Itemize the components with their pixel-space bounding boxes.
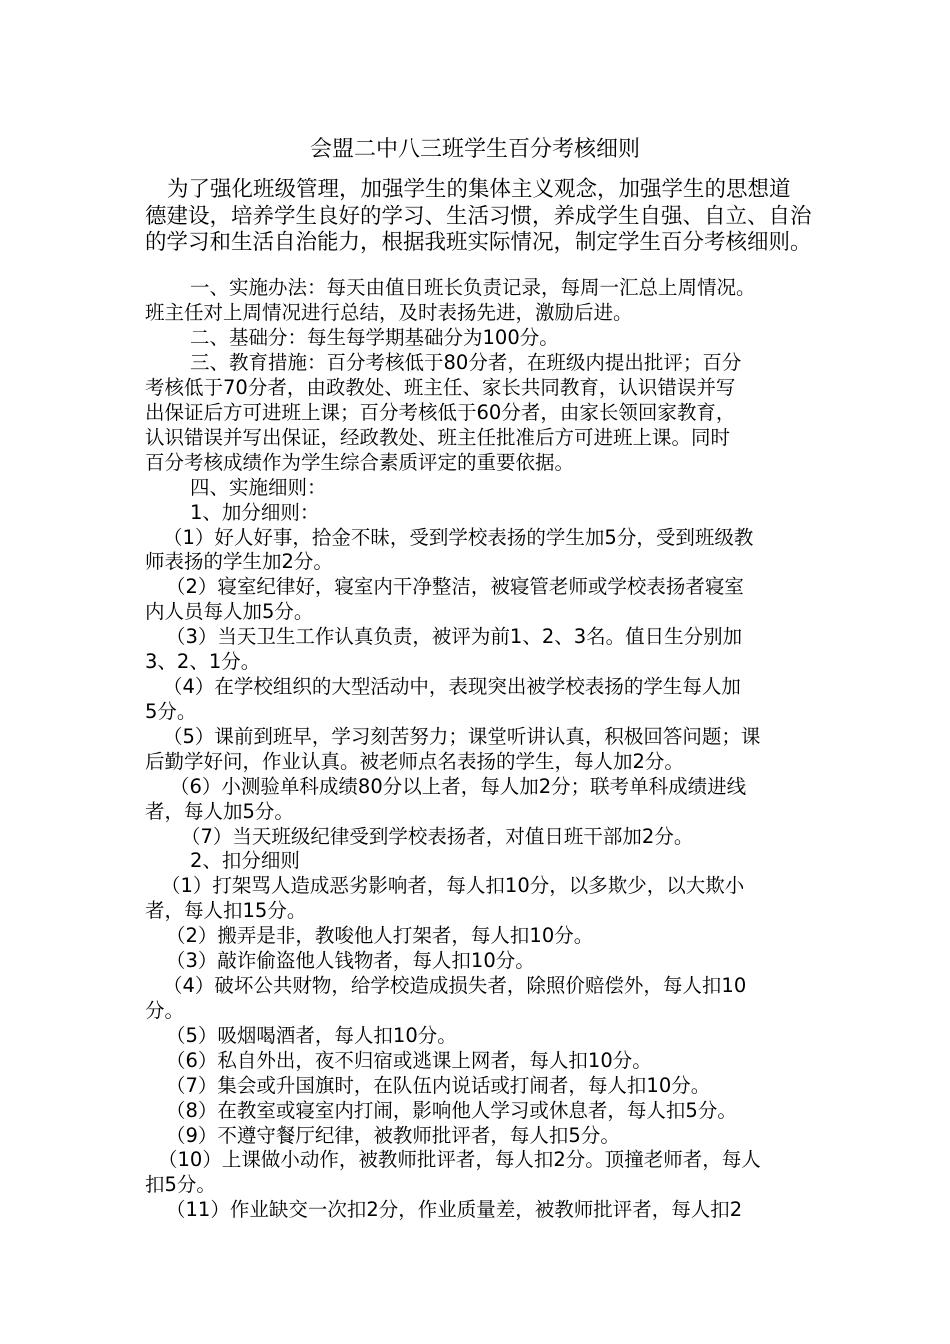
rule-item: （9）不遵守餐厅纪律，被教师批评者，每人扣5分。: [166, 1124, 620, 1147]
intro-line: 德建设，培养学生良好的学习、生活习惯，养成学生自强、自立、自治: [145, 204, 812, 229]
rule-item: （6）私自外出，夜不归宿或逃课上网者，每人扣10分。: [166, 1049, 652, 1072]
rule-item-continuation: 者，每人加5分。: [145, 800, 294, 823]
intro-line: 的学习和生活自治能力，根据我班实际情况，制定学生百分考核细则。: [145, 230, 812, 255]
section-heading: 四、实施细则：: [190, 476, 327, 499]
rule-item-continuation: 分。: [145, 999, 185, 1022]
body-line: 二、基础分：每生每学期基础分为100分。: [190, 326, 559, 349]
body-line: 班主任对上周情况进行总结，及时表扬先进，激励后进。: [145, 301, 633, 324]
rule-item-continuation: 者，每人扣15分。: [145, 899, 307, 922]
intro-line: 为了强化班级管理，加强学生的集体主义观念，加强学生的思想道: [167, 177, 791, 202]
rule-item: （3）敲诈偷盗他人钱物者，每人扣10分。: [166, 949, 535, 972]
rule-item: （1）打架骂人造成恶劣影响者，每人扣10分，以多欺少，以大欺小: [161, 874, 745, 897]
rule-item-continuation: 后勤学好问，作业认真。被老师点名表扬的学生，每人加2分。: [145, 750, 684, 773]
rule-item: （2）寝室纪律好，寝室内干净整洁，被寝管老师或学校表扬者寝室: [166, 575, 744, 598]
rule-item: （7）当天班级纪律受到学校表扬者，对值日班干部加2分。: [181, 825, 694, 848]
subsection-heading: 2、扣分细则: [190, 849, 300, 872]
rule-item-continuation: 扣5分。: [145, 1173, 216, 1196]
rule-item: （5）课前到班早，学习刻苦努力；课堂听讲认真，积极回答问题；课: [163, 725, 761, 748]
body-line: 出保证后方可进班上课；百分考核低于60分者，由家长领回家教育，: [145, 401, 736, 424]
rule-item: （6）小测验单科成绩80分以上者，每人加2分；联考单科成绩进线: [170, 775, 747, 798]
document-title: 会盟二中八三班学生百分考核细则: [309, 137, 640, 162]
rule-item: （8）在教室或寝室内打闹，影响他人学习或休息者，每人扣5分。: [166, 1099, 737, 1122]
rule-item: （3）当天卫生工作认真负责，被评为前1、2、3名。值日生分别加: [166, 625, 743, 648]
rule-item: （7）集会或升国旗时，在队伍内说话或打闹者，每人扣10分。: [166, 1074, 711, 1097]
rule-item: （10）上课做小动作，被教师批评者，每人扣2分。顶撞老师者，每人: [158, 1148, 761, 1171]
rule-item-continuation: 内人员每人加5分。: [145, 600, 314, 623]
rule-item-continuation: 3、2、1分。: [145, 650, 261, 673]
subsection-heading: 1、加分细则：: [190, 501, 320, 524]
rule-item: （2）搬弄是非，教唆他人打架者，每人扣10分。: [166, 924, 594, 947]
body-line: 三、教育措施：百分考核低于80分者，在班级内提出批评；百分: [190, 351, 742, 374]
body-line: 认识错误并写出保证，经政教处、班主任批准后方可进班上课。同时: [145, 426, 731, 449]
body-line: 一、实施办法：每天由值日班长负责记录，每周一汇总上周情况。: [190, 276, 756, 299]
rule-item: （4）在学校组织的大型活动中，表现突出被学校表扬的学生每人加: [163, 675, 741, 698]
body-line: 考核低于70分者，由政教处、班主任、家长共同教育，认识错误并写: [145, 376, 736, 399]
rule-item: （5）吸烟喝酒者，每人扣10分。: [166, 1024, 457, 1047]
rule-item: （4）破坏公共财物，给学校造成损失者，除照价赔偿外，每人扣10: [163, 974, 747, 997]
rule-item: （11）作业缺交一次扣2分，作业质量差，被教师批评者，每人扣2: [166, 1198, 743, 1221]
rule-item-continuation: 5分。: [145, 700, 197, 723]
rule-item: （1）好人好事，拾金不昧，受到学校表扬的学生加5分，受到班级教: [163, 526, 754, 549]
rule-item-continuation: 师表扬的学生加2分。: [145, 550, 333, 573]
body-line: 百分考核成绩作为学生综合素质评定的重要依据。: [145, 451, 575, 474]
